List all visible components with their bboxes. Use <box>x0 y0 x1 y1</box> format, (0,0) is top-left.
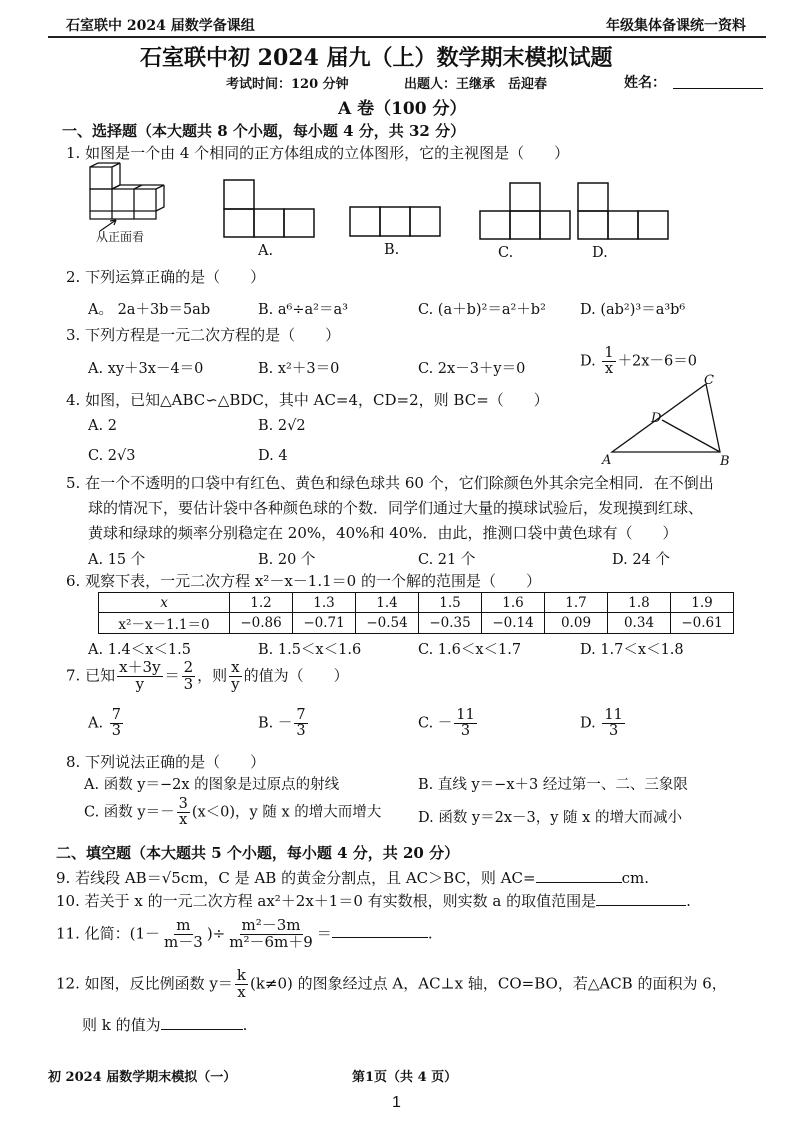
q1-view-label: 从正面看 <box>96 230 145 244</box>
q7-option-c[interactable] <box>418 708 479 739</box>
q3-stem: 3. 下列方程是一元二次方程的是（ ） <box>66 326 341 344</box>
header-rule <box>48 36 766 38</box>
q7-fraction-3 <box>229 660 241 693</box>
table-cell: 1.4 <box>356 593 419 613</box>
q4-point-c: C <box>704 373 714 388</box>
q11-fraction-1 <box>162 918 205 951</box>
q7-eq: ＝ <box>164 666 180 685</box>
q11-answer-blank[interactable] <box>332 937 428 938</box>
q8-option-a[interactable]: A. 函数 y＝−2x 的图象是过原点的射线 <box>84 777 340 793</box>
q12-end: . <box>242 1016 248 1034</box>
q4-point-d: D <box>651 411 662 426</box>
q4-stem: 4. 如图，已知△ABC∽△BDC，其中 AC=4，CD=2，则 BC=（ ） <box>66 391 549 409</box>
page-title: 石室联中初 2024 届九（上）数学期末模拟试题 <box>140 45 613 71</box>
volume-heading: A 卷（100 分） <box>338 99 467 119</box>
q1-label-d[interactable]: D. <box>592 245 608 261</box>
q9-answer-blank[interactable] <box>536 882 622 883</box>
q11-pre: 11. 化简： <box>56 924 130 943</box>
q10-end: . <box>686 892 691 910</box>
q3-d-numerator: 1 <box>604 345 614 361</box>
q2-option-a[interactable]: A。 2a＋3b＝5ab <box>88 302 211 318</box>
q7-a-numerator: 7 <box>111 707 121 723</box>
exam-setter: 出题人：王继承 岳迎春 <box>404 77 548 92</box>
q4-option-c[interactable]: C. 2√3 <box>88 448 136 464</box>
q7-post: 的值为（ ） <box>243 666 349 685</box>
q6-row1-head: x <box>99 593 230 613</box>
q4-point-b: B <box>720 454 730 469</box>
q10-text: 10. 若关于 x 的一元二次方程 ax²＋2x＋1＝0 有实数根，则实数 a 的取值范围是 <box>56 892 597 910</box>
q3-option-c[interactable]: C. 2x－3＋y＝0 <box>418 361 526 377</box>
q1-label-c[interactable]: C. <box>498 245 514 261</box>
table-cell: −0.54 <box>356 613 419 634</box>
q4-point-a: A <box>602 453 612 468</box>
table-cell: −0.14 <box>482 613 545 634</box>
q7-b-fraction <box>294 708 307 739</box>
q3-option-b[interactable]: B. x²＋3＝0 <box>258 361 340 377</box>
q9 <box>56 867 649 888</box>
q7-fraction-1 <box>117 660 162 693</box>
q5-option-c[interactable]: C. 21 个 <box>418 552 476 568</box>
q12-answer-blank[interactable] <box>161 1029 243 1030</box>
q5-option-a[interactable]: A. 15 个 <box>88 552 146 568</box>
q12-fraction <box>235 968 248 1001</box>
q9-unit: cm. <box>621 869 649 887</box>
q8-c-pre: C. 函数 y＝－ <box>84 804 175 821</box>
table-cell: 1.9 <box>671 593 734 613</box>
q10-answer-blank[interactable] <box>596 905 686 906</box>
q1-option-c-figure <box>478 181 574 241</box>
q7-f1-denominator: y <box>135 674 145 693</box>
table-cell: 1.3 <box>293 593 356 613</box>
table-cell: 1.5 <box>419 593 482 613</box>
header-left: 石室联中 2024 届数学备课组 <box>66 18 255 34</box>
exam-time: 考试时间：120 分钟 <box>226 77 349 92</box>
table-row <box>99 593 734 613</box>
q4-option-a[interactable]: A. 2 <box>88 418 117 434</box>
q7-c-fraction <box>454 708 476 739</box>
q4-option-d[interactable]: D. 4 <box>258 448 288 464</box>
q12-denominator: x <box>237 982 246 1001</box>
q3-option-d-rest: ＋2x－6＝0 <box>617 353 697 370</box>
table-cell: 1.7 <box>545 593 608 613</box>
page-number: 1 <box>392 1094 401 1111</box>
q11-a: (1－ <box>129 924 161 943</box>
q8-c-denominator: x <box>179 812 188 829</box>
q8-option-d[interactable]: D. 函数 y＝2x－3，y 随 x 的增大而减小 <box>418 810 682 826</box>
table-cell: −0.71 <box>293 613 356 634</box>
footer-center: 第1页（共 4 页） <box>352 1070 458 1085</box>
q10 <box>56 890 691 911</box>
q2-stem: 2. 下列运算正确的是（ ） <box>66 268 266 286</box>
q7-d-denominator: 3 <box>608 723 619 740</box>
q1-label-b[interactable]: B. <box>384 242 400 258</box>
q2-option-d[interactable]: D. (ab²)³＝a³b⁶ <box>580 302 686 318</box>
q12-line2 <box>82 1014 247 1035</box>
q5-line3: 黄球和绿球的频率分别稳定在 20%，40%和 40%．由此，推测口袋中黄色球有（ ） <box>88 524 678 542</box>
table-cell: −0.35 <box>419 613 482 634</box>
q12-post: (k≠0) 的图象经过点 A，AC⊥x 轴，CO=BO，若△ACB 的面积为 6， <box>249 974 727 993</box>
table-cell: 1.6 <box>482 593 545 613</box>
q1-solid-figure <box>86 163 176 235</box>
q11-f1-denominator: m－3 <box>164 932 203 951</box>
q7-b-numerator: 7 <box>296 707 306 723</box>
q2-option-b[interactable]: B. a⁶÷a²＝a³ <box>258 302 348 318</box>
q11-fraction-2 <box>227 918 315 951</box>
q3-option-a[interactable]: A. xy＋3x－4＝0 <box>88 361 204 377</box>
q7-f1-numerator: x＋3y <box>119 658 161 676</box>
q8-c-post: (x＜0)，y 随 x 的增大而增大 <box>191 804 382 821</box>
q12-line2-text: 则 k 的值为 <box>82 1016 161 1034</box>
q5-line2: 球的情况下，要估计袋中各种颜色球的个数．同学们通过大量的摸球试验后，发现摸到红球、 <box>88 499 704 517</box>
q7-f3-numerator: x <box>231 658 240 676</box>
q3-option-d-label: D. <box>580 353 601 370</box>
q7-b-label: B. － <box>258 715 293 732</box>
q7-option-a[interactable] <box>88 708 125 739</box>
q7-a-denominator: 3 <box>111 723 121 740</box>
q1-option-a-figure <box>222 178 318 238</box>
q6-stem: 6. 观察下表，一元二次方程 x²－x－1.1＝0 的一个解的范围是（ ） <box>66 572 541 590</box>
q7-a-label: A. <box>88 715 104 732</box>
q11-c: ＝ <box>316 924 332 943</box>
q7-f2-numerator: 2 <box>183 658 194 676</box>
q3-option-d[interactable] <box>580 346 697 377</box>
q8-stem: 8. 下列说法正确的是（ ） <box>66 753 266 771</box>
table-cell: 1.2 <box>230 593 293 613</box>
q7-pre: 7. 已知 <box>66 666 116 685</box>
footer-left: 初 2024 届数学期末模拟（一） <box>48 1070 237 1085</box>
q6-row2-head: x²－x－1.1＝0 <box>99 613 230 634</box>
q3-d-denominator: x <box>604 361 614 378</box>
table-cell: 0.34 <box>608 613 671 634</box>
q11 <box>56 918 433 951</box>
q1-stem: 1. 如图是一个由 4 个相同的正方体组成的立体图形，它的主视图是（ ） <box>66 144 570 162</box>
q8-option-b[interactable]: B. 直线 y＝−x＋3 经过第一、二、三象限 <box>418 777 688 793</box>
q7-stem <box>66 660 349 693</box>
q9-text: 9. 若线段 AB＝√5cm，C 是 AB 的黄金分割点，且 AC＞BC，则 AC= <box>56 869 536 887</box>
table-cell: 0.09 <box>545 613 608 634</box>
q4-option-b[interactable]: B. 2√2 <box>258 418 306 434</box>
q7-mid: ，则 <box>197 666 228 685</box>
q12-line1 <box>56 968 727 1001</box>
q11-b: )÷ <box>206 924 226 943</box>
q12-numerator: k <box>236 966 246 984</box>
q8-c-numerator: 3 <box>178 796 188 812</box>
q7-d-fraction <box>602 708 624 739</box>
q12-pre: 12. 如图，反比例函数 y＝ <box>56 974 233 993</box>
q7-d-label: D. <box>580 715 596 732</box>
section2-heading: 二、填空题（本大题共 5 个小题，每小题 4 分，共 20 分） <box>56 844 460 862</box>
q1-option-b-figure <box>348 205 444 239</box>
q1-option-d-figure <box>576 181 672 241</box>
q7-d-numerator: 11 <box>604 707 623 723</box>
q7-option-d[interactable] <box>580 708 627 739</box>
q7-c-denominator: 3 <box>460 723 471 740</box>
header-right: 年级集体备课统一资料 <box>606 18 746 34</box>
table-row <box>99 613 734 634</box>
q5-option-b[interactable]: B. 20 个 <box>258 552 316 568</box>
q6-option-b[interactable]: B. 1.5＜x＜1.6 <box>258 642 362 658</box>
q8-c-fraction <box>177 797 190 828</box>
q6-option-c[interactable]: C. 1.6＜x＜1.7 <box>418 642 522 658</box>
table-cell: 1.8 <box>608 593 671 613</box>
q7-b-denominator: 3 <box>296 723 306 740</box>
q11-f1-numerator: m <box>176 916 191 934</box>
q7-option-b[interactable] <box>258 708 310 739</box>
q6-option-d[interactable]: D. 1.7＜x＜1.8 <box>580 642 684 658</box>
q7-c-label: C. － <box>418 715 453 732</box>
q6-table <box>98 592 734 634</box>
section1-heading: 一、选择题（本大题共 8 个小题，每小题 4 分，共 32 分） <box>62 122 466 140</box>
q6-option-a[interactable]: A. 1.4＜x＜1.5 <box>88 642 191 658</box>
name-field[interactable] <box>673 88 763 89</box>
q11-end: . <box>427 924 433 943</box>
q7-a-fraction <box>110 708 123 739</box>
q3-option-d-fraction <box>602 346 615 377</box>
q1-label-a[interactable]: A. <box>258 243 274 259</box>
q7-f2-denominator: 3 <box>183 674 194 693</box>
q11-f2-denominator: m²－6m＋9 <box>229 932 313 951</box>
q7-f3-denominator: y <box>231 674 240 693</box>
q5-line1: 5. 在一个不透明的口袋中有红色、黄色和绿色球共 60 个，它们除颜色外其余完全相同．在不倒出 <box>66 474 714 492</box>
table-cell: −0.86 <box>230 613 293 634</box>
q11-f2-numerator: m²－3m <box>241 916 301 934</box>
table-cell: −0.61 <box>671 613 734 634</box>
q5-option-d[interactable]: D. 24 个 <box>612 552 670 568</box>
name-label: 姓名： <box>624 75 666 91</box>
q8-option-c[interactable] <box>84 797 381 828</box>
q2-option-c[interactable]: C. (a＋b)²＝a²＋b² <box>418 302 546 318</box>
q7-c-numerator: 11 <box>456 707 475 723</box>
q7-fraction-2 <box>182 660 196 693</box>
